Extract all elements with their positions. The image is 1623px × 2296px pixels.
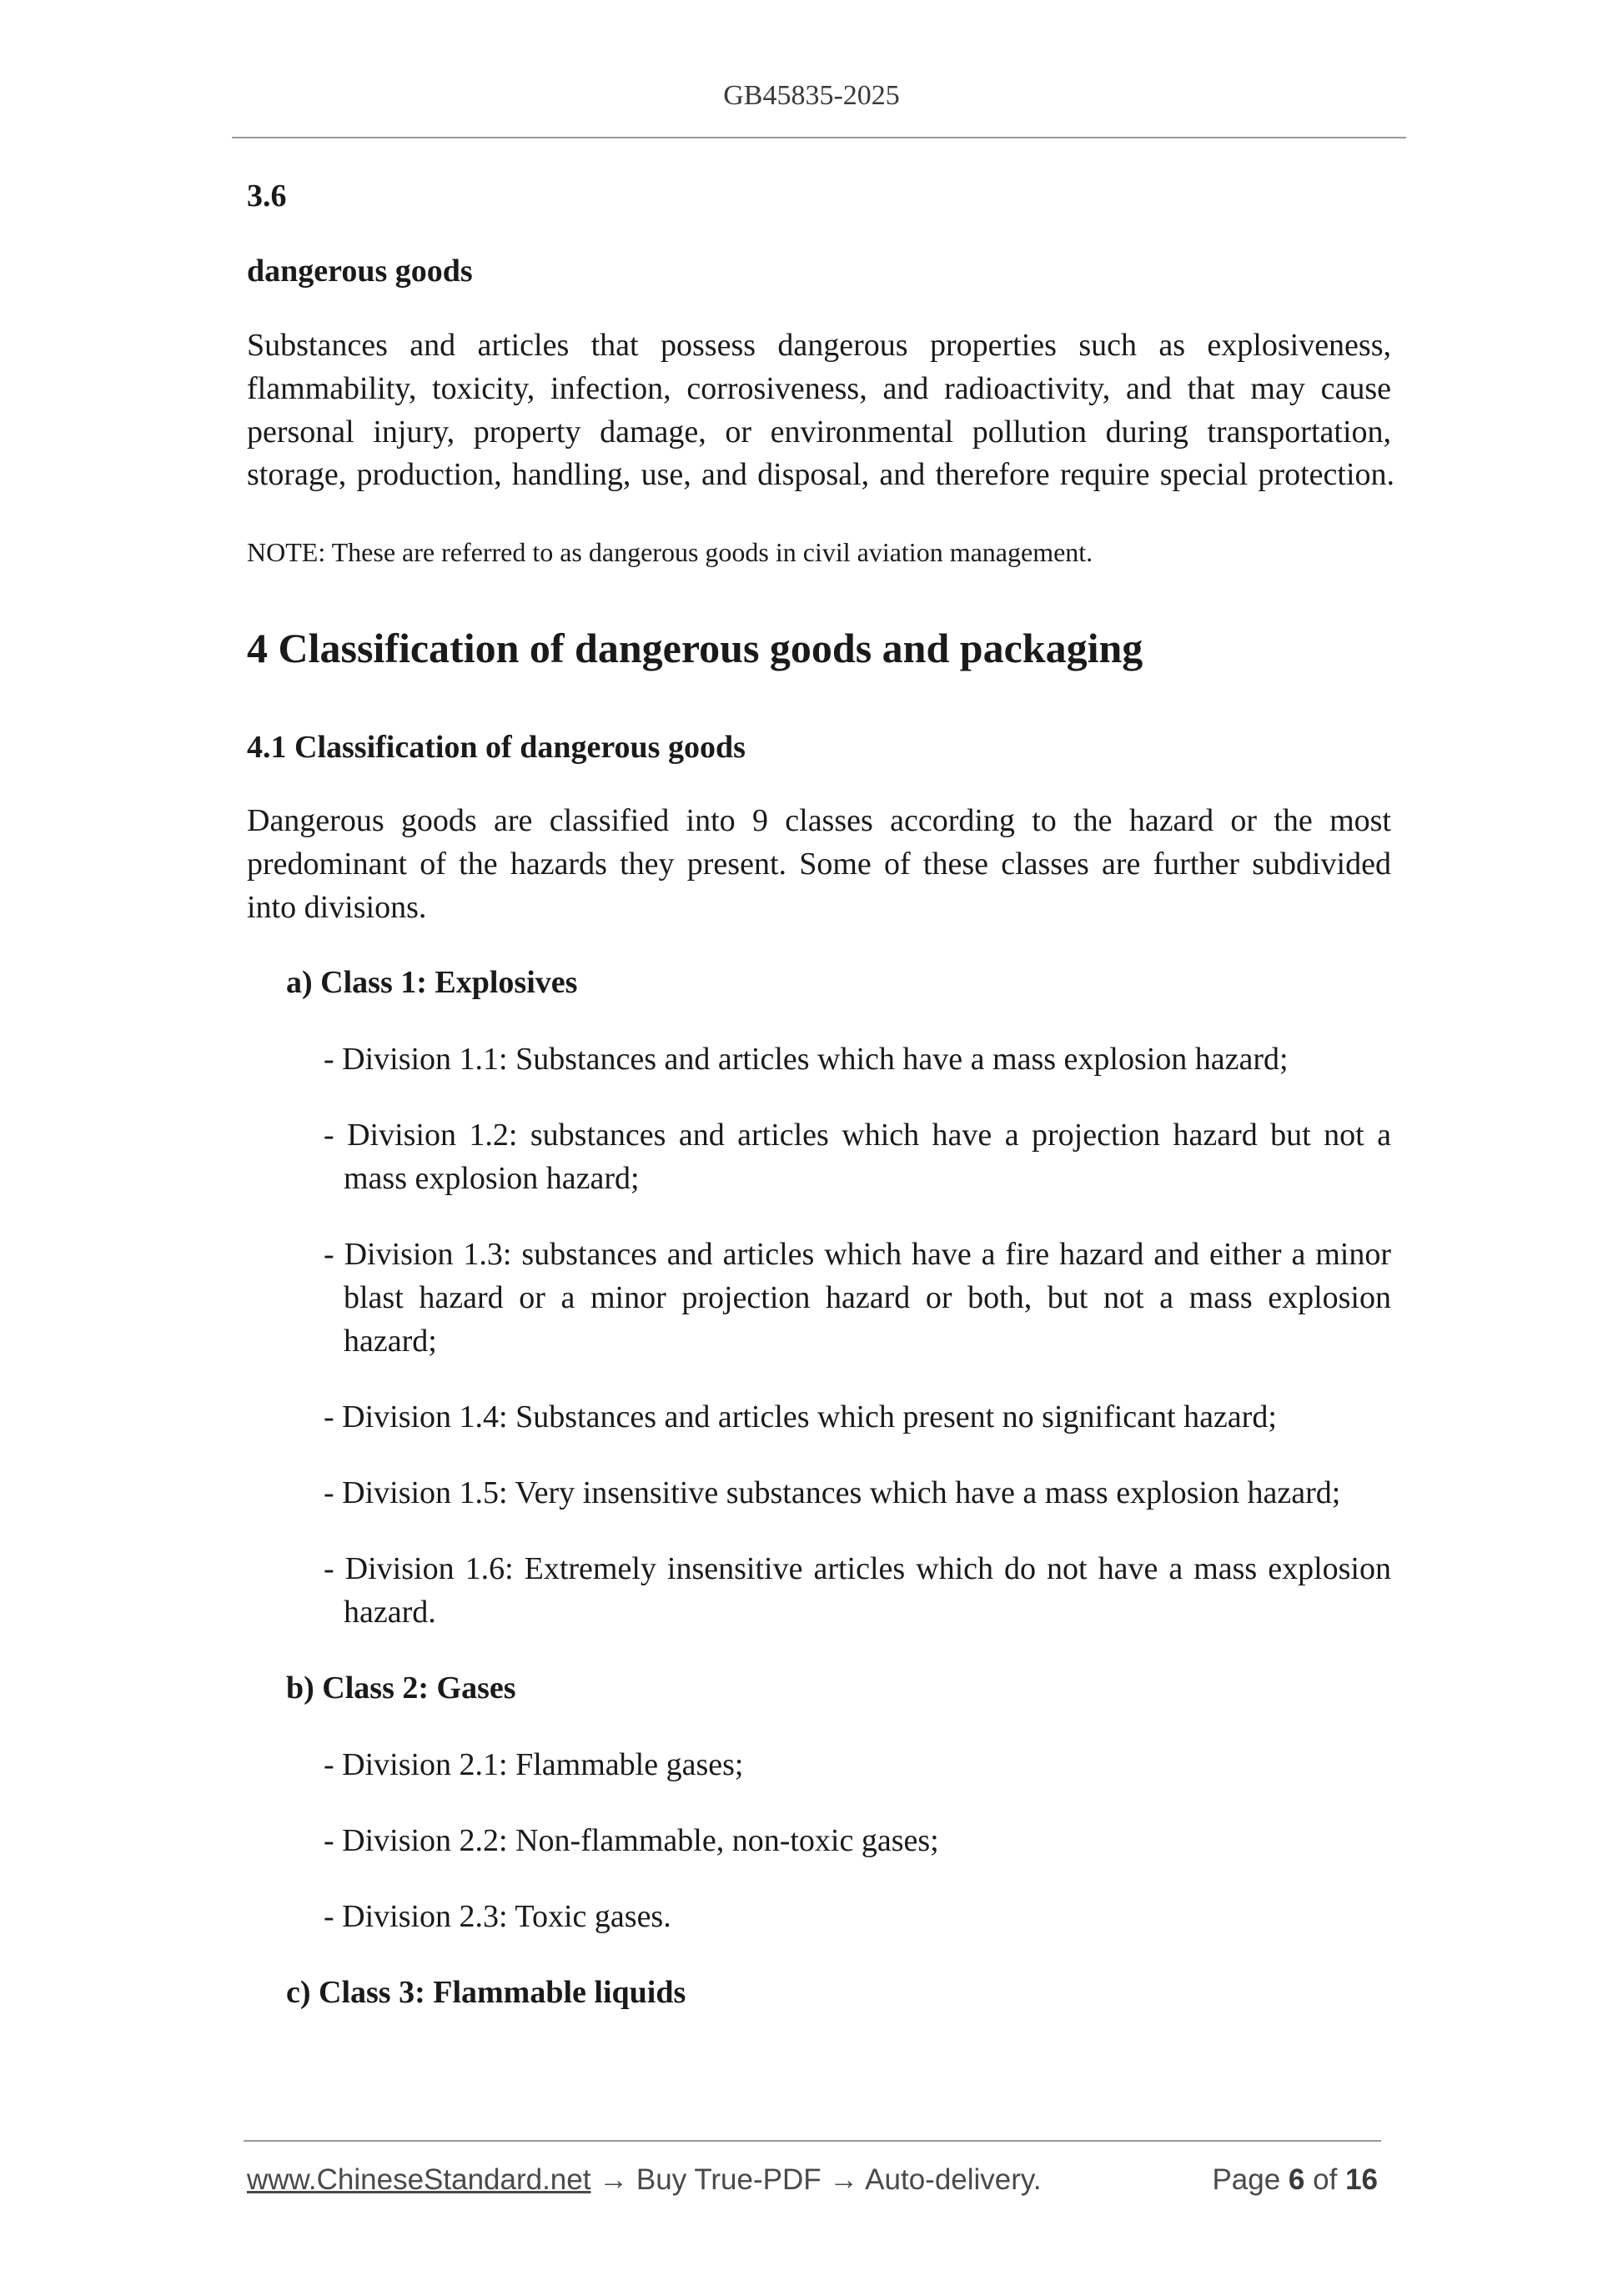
division-1-6-line-2: hazard. <box>344 1595 436 1630</box>
division-1-3-line-2: blast hazard or a minor projection hazard or both, but not a mass explosion <box>344 1280 1391 1315</box>
page-header-doc-id: GB45835-2025 <box>723 80 900 111</box>
division-1-5: - Division 1.5: Very insensitive substances which have a mass explosion hazard; <box>324 1475 1341 1510</box>
division-1-2-line-2: mass explosion hazard; <box>344 1161 640 1196</box>
definition-text-line-3: personal injury, property damage, or environmental pollution during transportation, <box>247 414 1391 450</box>
footer-tagline: → Buy True-PDF → Auto-delivery. <box>590 2163 1042 2196</box>
definition-text-line-2: flammability, toxicity, infection, corrosiveness, and radioactivity, and that may cause <box>247 371 1391 406</box>
division-2-1: - Division 2.1: Flammable gases; <box>324 1747 744 1782</box>
division-1-4: - Division 1.4: Substances and articles which present no significant hazard; <box>324 1399 1277 1434</box>
definition-number: 3.6 <box>247 178 287 214</box>
division-2-3: - Division 2.3: Toxic gases. <box>324 1899 671 1934</box>
division-1-2-line-1: - Division 1.2: substances and articles which have a projection hazard but not a <box>324 1118 1391 1153</box>
page-total: 16 <box>1345 2163 1378 2196</box>
page-label: Page <box>1212 2163 1281 2196</box>
footer-promo <box>247 2163 1042 2197</box>
page-footer <box>247 2163 1378 2205</box>
subsection-heading: 4.1 Classification of dangerous goods <box>247 730 746 765</box>
page-current: 6 <box>1288 2163 1305 2196</box>
page-number <box>1212 2163 1378 2197</box>
class-3-title: c) Class 3: Flammable liquids <box>286 1975 686 2010</box>
section-heading: 4 Classification of dangerous goods and packaging <box>247 625 1143 671</box>
division-2-2: - Division 2.2: Non-flammable, non-toxic gases; <box>324 1823 939 1858</box>
class-1-title: a) Class 1: Explosives <box>286 965 578 1000</box>
page-of-label: of <box>1313 2163 1338 2196</box>
division-1-1: - Division 1.1: Substances and articles which have a mass explosion hazard; <box>324 1042 1289 1077</box>
intro-line-2: predominant of the hazards they present. Some of these classes are further subdivided <box>247 847 1391 882</box>
division-1-3-line-3: hazard; <box>344 1324 437 1359</box>
intro-line-3: into divisions. <box>247 890 427 925</box>
intro-line-1: Dangerous goods are classified into 9 classes according to the hazard or the most <box>247 803 1391 838</box>
division-1-6-line-1: - Division 1.6: Extremely insensitive articles which do not have a mass explosion <box>324 1551 1391 1586</box>
definition-text-line-4: storage, production, handling, use, and disposal, and therefore require special protection. <box>247 457 1394 492</box>
division-1-3-line-1: - Division 1.3: substances and articles which have a fire hazard and either a minor <box>324 1237 1391 1272</box>
definition-term: dangerous goods <box>247 254 473 289</box>
definition-text-line-1: Substances and articles that possess dangerous properties such as explosiveness, <box>247 328 1391 363</box>
footer-website-link[interactable]: www.ChineseStandard.net <box>247 2163 591 2196</box>
definition-note: NOTE: These are referred to as dangerous goods in civil aviation management. <box>247 537 1093 567</box>
footer-divider <box>244 2140 1381 2142</box>
class-2-title: b) Class 2: Gases <box>286 1671 516 1706</box>
